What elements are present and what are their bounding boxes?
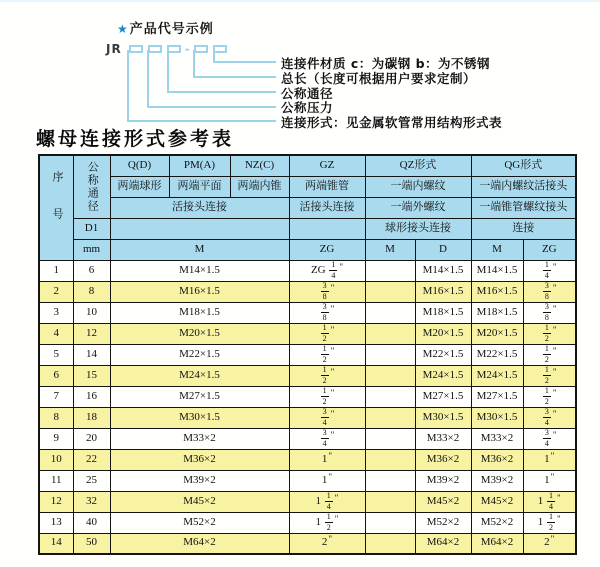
product-code-row <box>106 38 232 56</box>
cell-mm: 8 <box>73 281 110 302</box>
inch-mark: " <box>330 367 335 378</box>
connector-line <box>213 61 276 63</box>
cell-qz-m <box>365 323 415 344</box>
cell-qg-m: M39×2 <box>471 470 523 491</box>
table-row <box>39 302 576 323</box>
connector-line <box>147 106 276 108</box>
cell-qg-m: M27×1.5 <box>471 386 523 407</box>
subheader-qg-ends: 一端内螺纹活接头 <box>471 176 576 197</box>
inch-mark: " <box>330 283 335 294</box>
subheader-pma-ends: 两端平面 <box>169 176 230 197</box>
cell-qz-d: M36×2 <box>415 449 471 470</box>
cell-gz-size: 1 $\frac{1}{2}$ " <box>289 512 365 533</box>
table-title: 螺母连接形式参考表 <box>36 128 235 150</box>
cell-m-thread: M52×2 <box>110 512 289 533</box>
cell-qz-m <box>365 449 415 470</box>
fraction: $\frac{1}{2}$ <box>544 365 549 385</box>
cell-qg-m: M36×2 <box>471 449 523 470</box>
cell-qz-d: M20×1.5 <box>415 323 471 344</box>
cell-qz-d: M45×2 <box>415 491 471 512</box>
fraction: $\frac{1}{4}$ <box>549 491 554 511</box>
cell-mm: 10 <box>73 302 110 323</box>
cell-qz-m <box>365 302 415 323</box>
star-icon: ★ <box>117 22 129 36</box>
cell-m-thread: M33×2 <box>110 428 289 449</box>
inch-mark: " <box>550 534 555 545</box>
cell-serial: 4 <box>39 323 73 344</box>
inch-mark: " <box>552 283 557 294</box>
inch-mark: " <box>552 262 557 273</box>
inch-mark: " <box>339 262 344 273</box>
cell-qz-m <box>365 365 415 386</box>
cell-gz-size <box>289 281 365 302</box>
table-row <box>39 428 576 449</box>
unit-qz-d: D <box>415 239 471 260</box>
table-row <box>39 449 576 470</box>
subheader-qz-ends: 一端内螺纹 <box>365 176 471 197</box>
cell-qg-zg: 1 $\frac{1}{2}$ " <box>523 512 576 533</box>
inch-mark: " <box>330 409 335 420</box>
code-label-total-length: 总长（长度可根据用户要求定制） <box>281 71 477 86</box>
subheader-union-joint: 活接头连接 <box>110 197 289 218</box>
cell-qg-m: M45×2 <box>471 491 523 512</box>
inch-mark: " <box>330 325 335 336</box>
cell-qz-d: M22×1.5 <box>415 344 471 365</box>
inch-mark: " <box>330 304 335 315</box>
cell-serial: 2 <box>39 281 73 302</box>
cell-gz-size <box>289 302 365 323</box>
cell-qz-m <box>365 407 415 428</box>
inch-mark: " <box>552 346 557 357</box>
cell-mm: 14 <box>73 344 110 365</box>
header-row-ends <box>39 176 576 197</box>
code-box-pressure <box>148 45 162 53</box>
inch-mark: " <box>557 493 561 504</box>
fraction: $\frac{1}{2}$ <box>544 344 549 364</box>
fraction: $\frac{3}{8}$ <box>544 281 549 301</box>
cell-mm: 6 <box>73 260 110 281</box>
header-row-units <box>39 239 576 260</box>
inch-mark: " <box>552 388 557 399</box>
cell-qz-d: M16×1.5 <box>415 281 471 302</box>
cell-qz-m <box>365 512 415 533</box>
table-row <box>39 407 576 428</box>
cell-m-thread: M64×2 <box>110 533 289 554</box>
cell-serial: 5 <box>39 344 73 365</box>
unit-qg-m: M <box>471 239 523 260</box>
subheader-nzc-ends: 两端内锥 <box>230 176 289 197</box>
cell-m-thread: M22×1.5 <box>110 344 289 365</box>
cell-mm: 32 <box>73 491 110 512</box>
cell-qg-m: M22×1.5 <box>471 344 523 365</box>
cell-qz-d: M24×1.5 <box>415 365 471 386</box>
cell-mm: 20 <box>73 428 110 449</box>
cell-qg-zg: 1" <box>523 449 576 470</box>
connector-line <box>193 76 276 78</box>
table-row <box>39 470 576 491</box>
subheader-qz-external: 一端外螺纹 <box>365 197 471 218</box>
table-row <box>39 365 576 386</box>
fraction: $\frac{3}{4}$ <box>322 428 327 448</box>
header-row-codes <box>39 155 576 176</box>
header-row-joint <box>39 197 576 218</box>
cell-qz-d: M39×2 <box>415 470 471 491</box>
inch-mark: " <box>330 346 335 357</box>
inch-mark: " <box>330 430 335 441</box>
unit-gz-zg: ZG <box>289 239 365 260</box>
fraction: $\frac{3}{8}$ <box>322 302 327 322</box>
fraction: $\frac{1}{2}$ <box>544 386 549 406</box>
unit-qg-zg: ZG <box>523 239 576 260</box>
cell-qg-zg <box>523 386 576 407</box>
fraction: $\frac{3}{8}$ <box>322 281 327 301</box>
cell-qg-m: M14×1.5 <box>471 260 523 281</box>
cell-mm: 16 <box>73 386 110 407</box>
cell-qz-m <box>365 260 415 281</box>
cell-qg-zg <box>523 302 576 323</box>
col-header-nzc: NZ(C) <box>230 155 289 176</box>
table-body <box>39 260 576 554</box>
table-row <box>39 344 576 365</box>
cell-qg-m: M64×2 <box>471 533 523 554</box>
code-label-material: 连接件材质 c：为碳钢 b：为不锈钢 <box>281 56 491 71</box>
code-dash: - <box>184 41 190 56</box>
cell-serial: 11 <box>39 470 73 491</box>
fraction: $\frac{1}{4}$ <box>326 491 331 511</box>
inch-mark: " <box>550 450 555 461</box>
table-header <box>39 155 576 260</box>
cell-qz-m <box>365 386 415 407</box>
inch-mark: " <box>552 325 557 336</box>
cell-qg-zg <box>523 260 576 281</box>
inch-mark: " <box>334 514 339 525</box>
inch-mark: " <box>552 304 557 315</box>
cell-m-thread: M24×1.5 <box>110 365 289 386</box>
cell-qz-d: M64×2 <box>415 533 471 554</box>
fraction: $\frac{1}{4}$ <box>331 260 336 280</box>
cell-qz-m <box>365 470 415 491</box>
unit-mm: mm <box>73 239 110 260</box>
cell-m-thread: M18×1.5 <box>110 302 289 323</box>
cell-m-thread: M39×2 <box>110 470 289 491</box>
subheader-d1: D1 <box>73 218 110 239</box>
code-box-length <box>194 45 208 53</box>
cell-serial: 8 <box>39 407 73 428</box>
cell-m-thread: M36×2 <box>110 449 289 470</box>
subheader-gz-ends: 两端锥管 <box>289 176 365 197</box>
cell-qg-m: M33×2 <box>471 428 523 449</box>
subheader-gz-joint: 活接头连接 <box>289 197 365 218</box>
cell-qg-zg <box>523 365 576 386</box>
cell-gz-size <box>289 344 365 365</box>
cell-qg-zg: 2" <box>523 533 576 554</box>
inch-mark: " <box>328 471 333 482</box>
inch-mark: " <box>557 514 561 525</box>
cell-gz-size: 1" <box>289 470 365 491</box>
header-empty-qpn <box>110 218 289 239</box>
subheader-qg-taper: 一端锥管螺纹接头 <box>471 197 576 218</box>
cell-serial: 9 <box>39 428 73 449</box>
cell-qg-zg <box>523 281 576 302</box>
cell-qz-d: M52×2 <box>415 512 471 533</box>
cell-qz-d: M14×1.5 <box>415 260 471 281</box>
cell-mm: 18 <box>73 407 110 428</box>
cell-qg-zg: 1" <box>523 470 576 491</box>
table-row <box>39 491 576 512</box>
connector-line <box>193 50 195 78</box>
table-row <box>39 281 576 302</box>
cell-serial: 7 <box>39 386 73 407</box>
cell-gz-size <box>289 428 365 449</box>
col-header-pma: PM(A) <box>169 155 230 176</box>
fraction: $\frac{1}{2}$ <box>322 323 327 343</box>
connector-line <box>127 50 129 122</box>
inch-mark: " <box>328 534 333 545</box>
cell-gz-size: 1" <box>289 449 365 470</box>
connector-line <box>127 120 276 122</box>
cell-qz-d: M33×2 <box>415 428 471 449</box>
inch-mark: " <box>330 388 335 399</box>
subheader-qd-ends: 两端球形 <box>110 176 169 197</box>
cell-gz-size: ZG $\frac{1}{4}$ " <box>289 260 365 281</box>
cell-qz-m <box>365 491 415 512</box>
table-row <box>39 512 576 533</box>
connector-line <box>147 50 149 108</box>
cell-m-thread: M14×1.5 <box>110 260 289 281</box>
nut-connection-reference-table <box>38 154 577 555</box>
col-header-gz: GZ <box>289 155 365 176</box>
cell-qz-m <box>365 281 415 302</box>
cell-qg-zg: 1 $\frac{1}{4}$ " <box>523 491 576 512</box>
diagram-title <box>117 18 214 37</box>
code-prefix: JR <box>106 41 122 56</box>
cell-gz-size: 1 $\frac{1}{4}$ " <box>289 491 365 512</box>
fraction: $\frac{1}{4}$ <box>544 260 549 280</box>
cell-serial: 3 <box>39 302 73 323</box>
code-label-nominal-diameter: 公称通径 <box>281 86 334 101</box>
cell-mm: 50 <box>73 533 110 554</box>
cell-mm: 12 <box>73 323 110 344</box>
cell-qz-m <box>365 428 415 449</box>
cell-qz-d: M27×1.5 <box>415 386 471 407</box>
cell-qg-zg <box>523 344 576 365</box>
cell-mm: 25 <box>73 470 110 491</box>
col-header-qg: QG形式 <box>471 155 576 176</box>
cell-qg-m: M30×1.5 <box>471 407 523 428</box>
inch-mark: " <box>552 409 557 420</box>
code-box-connection <box>129 45 143 53</box>
inch-mark: " <box>550 471 555 482</box>
cell-serial: 14 <box>39 533 73 554</box>
cell-mm: 15 <box>73 365 110 386</box>
table-row <box>39 323 576 344</box>
unit-m: M <box>110 239 289 260</box>
cell-gz-size: 2" <box>289 533 365 554</box>
cell-serial: 1 <box>39 260 73 281</box>
col-header-serial: 序号 <box>39 155 73 260</box>
cell-qg-m: M24×1.5 <box>471 365 523 386</box>
cell-serial: 13 <box>39 512 73 533</box>
cell-qz-d: M18×1.5 <box>415 302 471 323</box>
cell-qz-m <box>365 344 415 365</box>
header-empty-gz <box>289 218 365 239</box>
connector-line <box>167 50 169 93</box>
col-header-diameter: 公称通径 <box>73 155 110 218</box>
unit-qz-m: M <box>365 239 415 260</box>
inch-mark: " <box>552 430 557 441</box>
subheader-qg-connect: 连接 <box>471 218 576 239</box>
cell-serial: 12 <box>39 491 73 512</box>
cell-serial: 10 <box>39 449 73 470</box>
connector-line <box>167 91 276 93</box>
code-label-nominal-pressure: 公称压力 <box>281 100 334 115</box>
code-label-connection-form: 连接形式：见金属软管常用结构形式表 <box>281 115 503 130</box>
inch-mark: " <box>552 367 557 378</box>
cell-serial: 6 <box>39 365 73 386</box>
cell-qg-m: M20×1.5 <box>471 323 523 344</box>
cell-mm: 40 <box>73 512 110 533</box>
cell-qg-m: M16×1.5 <box>471 281 523 302</box>
fraction: $\frac{1}{2}$ <box>549 512 554 532</box>
diagram-title-text: 产品代号示例 <box>129 22 214 37</box>
cell-gz-size <box>289 407 365 428</box>
fraction: $\frac{3}{8}$ <box>544 302 549 322</box>
cell-mm: 22 <box>73 449 110 470</box>
fraction: $\frac{1}{2}$ <box>322 344 327 364</box>
subheader-qz-ball-joint: 球形接头连接 <box>365 218 471 239</box>
fraction: $\frac{1}{2}$ <box>544 323 549 343</box>
table-row <box>39 386 576 407</box>
cell-m-thread: M16×1.5 <box>110 281 289 302</box>
fraction: $\frac{1}{2}$ <box>322 386 327 406</box>
cell-qg-m: M18×1.5 <box>471 302 523 323</box>
fraction: $\frac{3}{4}$ <box>322 407 327 427</box>
table-row <box>39 260 576 281</box>
header-row-d1 <box>39 218 576 239</box>
cell-qg-zg <box>523 428 576 449</box>
fraction: $\frac{3}{4}$ <box>544 428 549 448</box>
inch-mark: " <box>334 493 339 504</box>
cell-qg-zg <box>523 407 576 428</box>
fraction: $\frac{1}{2}$ <box>322 365 327 385</box>
fraction: $\frac{3}{4}$ <box>544 407 549 427</box>
cell-qg-zg <box>523 323 576 344</box>
cell-gz-size <box>289 365 365 386</box>
cell-m-thread: M20×1.5 <box>110 323 289 344</box>
fraction: $\frac{1}{2}$ <box>326 512 331 532</box>
cell-qz-m <box>365 533 415 554</box>
cell-m-thread: M27×1.5 <box>110 386 289 407</box>
inch-mark: " <box>328 450 333 461</box>
cell-gz-size <box>289 323 365 344</box>
cell-qz-d: M30×1.5 <box>415 407 471 428</box>
cell-qg-m: M52×2 <box>471 512 523 533</box>
cell-m-thread: M30×1.5 <box>110 407 289 428</box>
cell-gz-size <box>289 386 365 407</box>
col-header-qz: QZ形式 <box>365 155 471 176</box>
cell-m-thread: M45×2 <box>110 491 289 512</box>
table-row <box>39 533 576 554</box>
col-header-qd: Q(D) <box>110 155 169 176</box>
